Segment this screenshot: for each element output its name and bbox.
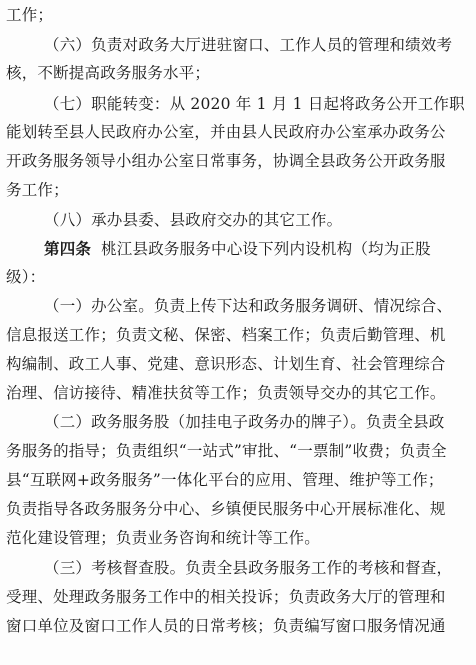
article-text: 桃江县政务服务中心设下列内设机构 bbox=[101, 240, 353, 258]
text-line: （二）政务服务股（加挂电子政务办的牌子）。负责全县政 bbox=[44, 413, 445, 431]
text-line: 负责指导各政务服务分中心、乡镇便民服务中心开展标准化、规 bbox=[6, 500, 446, 518]
text-line: 核，不断提高政务服务水平； bbox=[6, 64, 211, 82]
text-line: 级）： bbox=[6, 268, 46, 286]
text-line: 治理、信访接待、精准扶贫等工作；负责领导交办的其它工作。 bbox=[6, 384, 446, 402]
text-line: （七）职能转变：从 2020 年 1 月 1 日起将政务公开工作职 bbox=[44, 95, 465, 113]
text-line: （六）负责对政务大厅进驻窗口、工作人员的管理和绩效考 bbox=[44, 36, 453, 54]
text-line: （八）承办县委、县政府交办的其它工作。 bbox=[44, 211, 343, 229]
article-heading-line bbox=[0, 236, 476, 262]
text-line: 窗口单位及窗口工作人员的日常考核；负责编写窗口服务情况通 bbox=[6, 617, 446, 635]
text-line: （三）考核督查股。负责全县政务服务工作的考核和督查， bbox=[44, 559, 453, 577]
article-heading: 第四条 bbox=[44, 240, 92, 258]
text-line: 构编制、政工人事、党建、意识形态、计划生育、社会管理综合 bbox=[6, 355, 446, 373]
text-line: 范化建设管理；负责业务咨询和统计等工作。 bbox=[6, 529, 321, 547]
text-line: 能划转至县人民政府办公室，并由县人民政府办公室承办政务公 bbox=[6, 123, 446, 141]
text-line: 开政务服务领导小组办公室日常事务，协调全县政务公开政务服 bbox=[6, 152, 446, 170]
text-line: 信息报送工作；负责文秘、保密、档案工作；负责后勤管理、机 bbox=[6, 326, 446, 344]
text-line: 县“互联网+政务服务”一体化平台的应用、管理、维护等工作； bbox=[6, 471, 444, 489]
text-line: 务服务的指导；负责组织“一站式”审批、“一票制”收费；负责全 bbox=[6, 442, 447, 460]
text-line: 工作； bbox=[6, 6, 54, 24]
text-line-continued: （均为正股 bbox=[352, 240, 431, 258]
text-line: 务工作； bbox=[6, 181, 69, 199]
text-line: （一）办公室。负责上传下达和政务服务调研、情况综合、 bbox=[44, 297, 453, 315]
text-line: 受理、处理政务服务工作中的相关投诉；负责政务大厅的管理和 bbox=[6, 588, 446, 606]
